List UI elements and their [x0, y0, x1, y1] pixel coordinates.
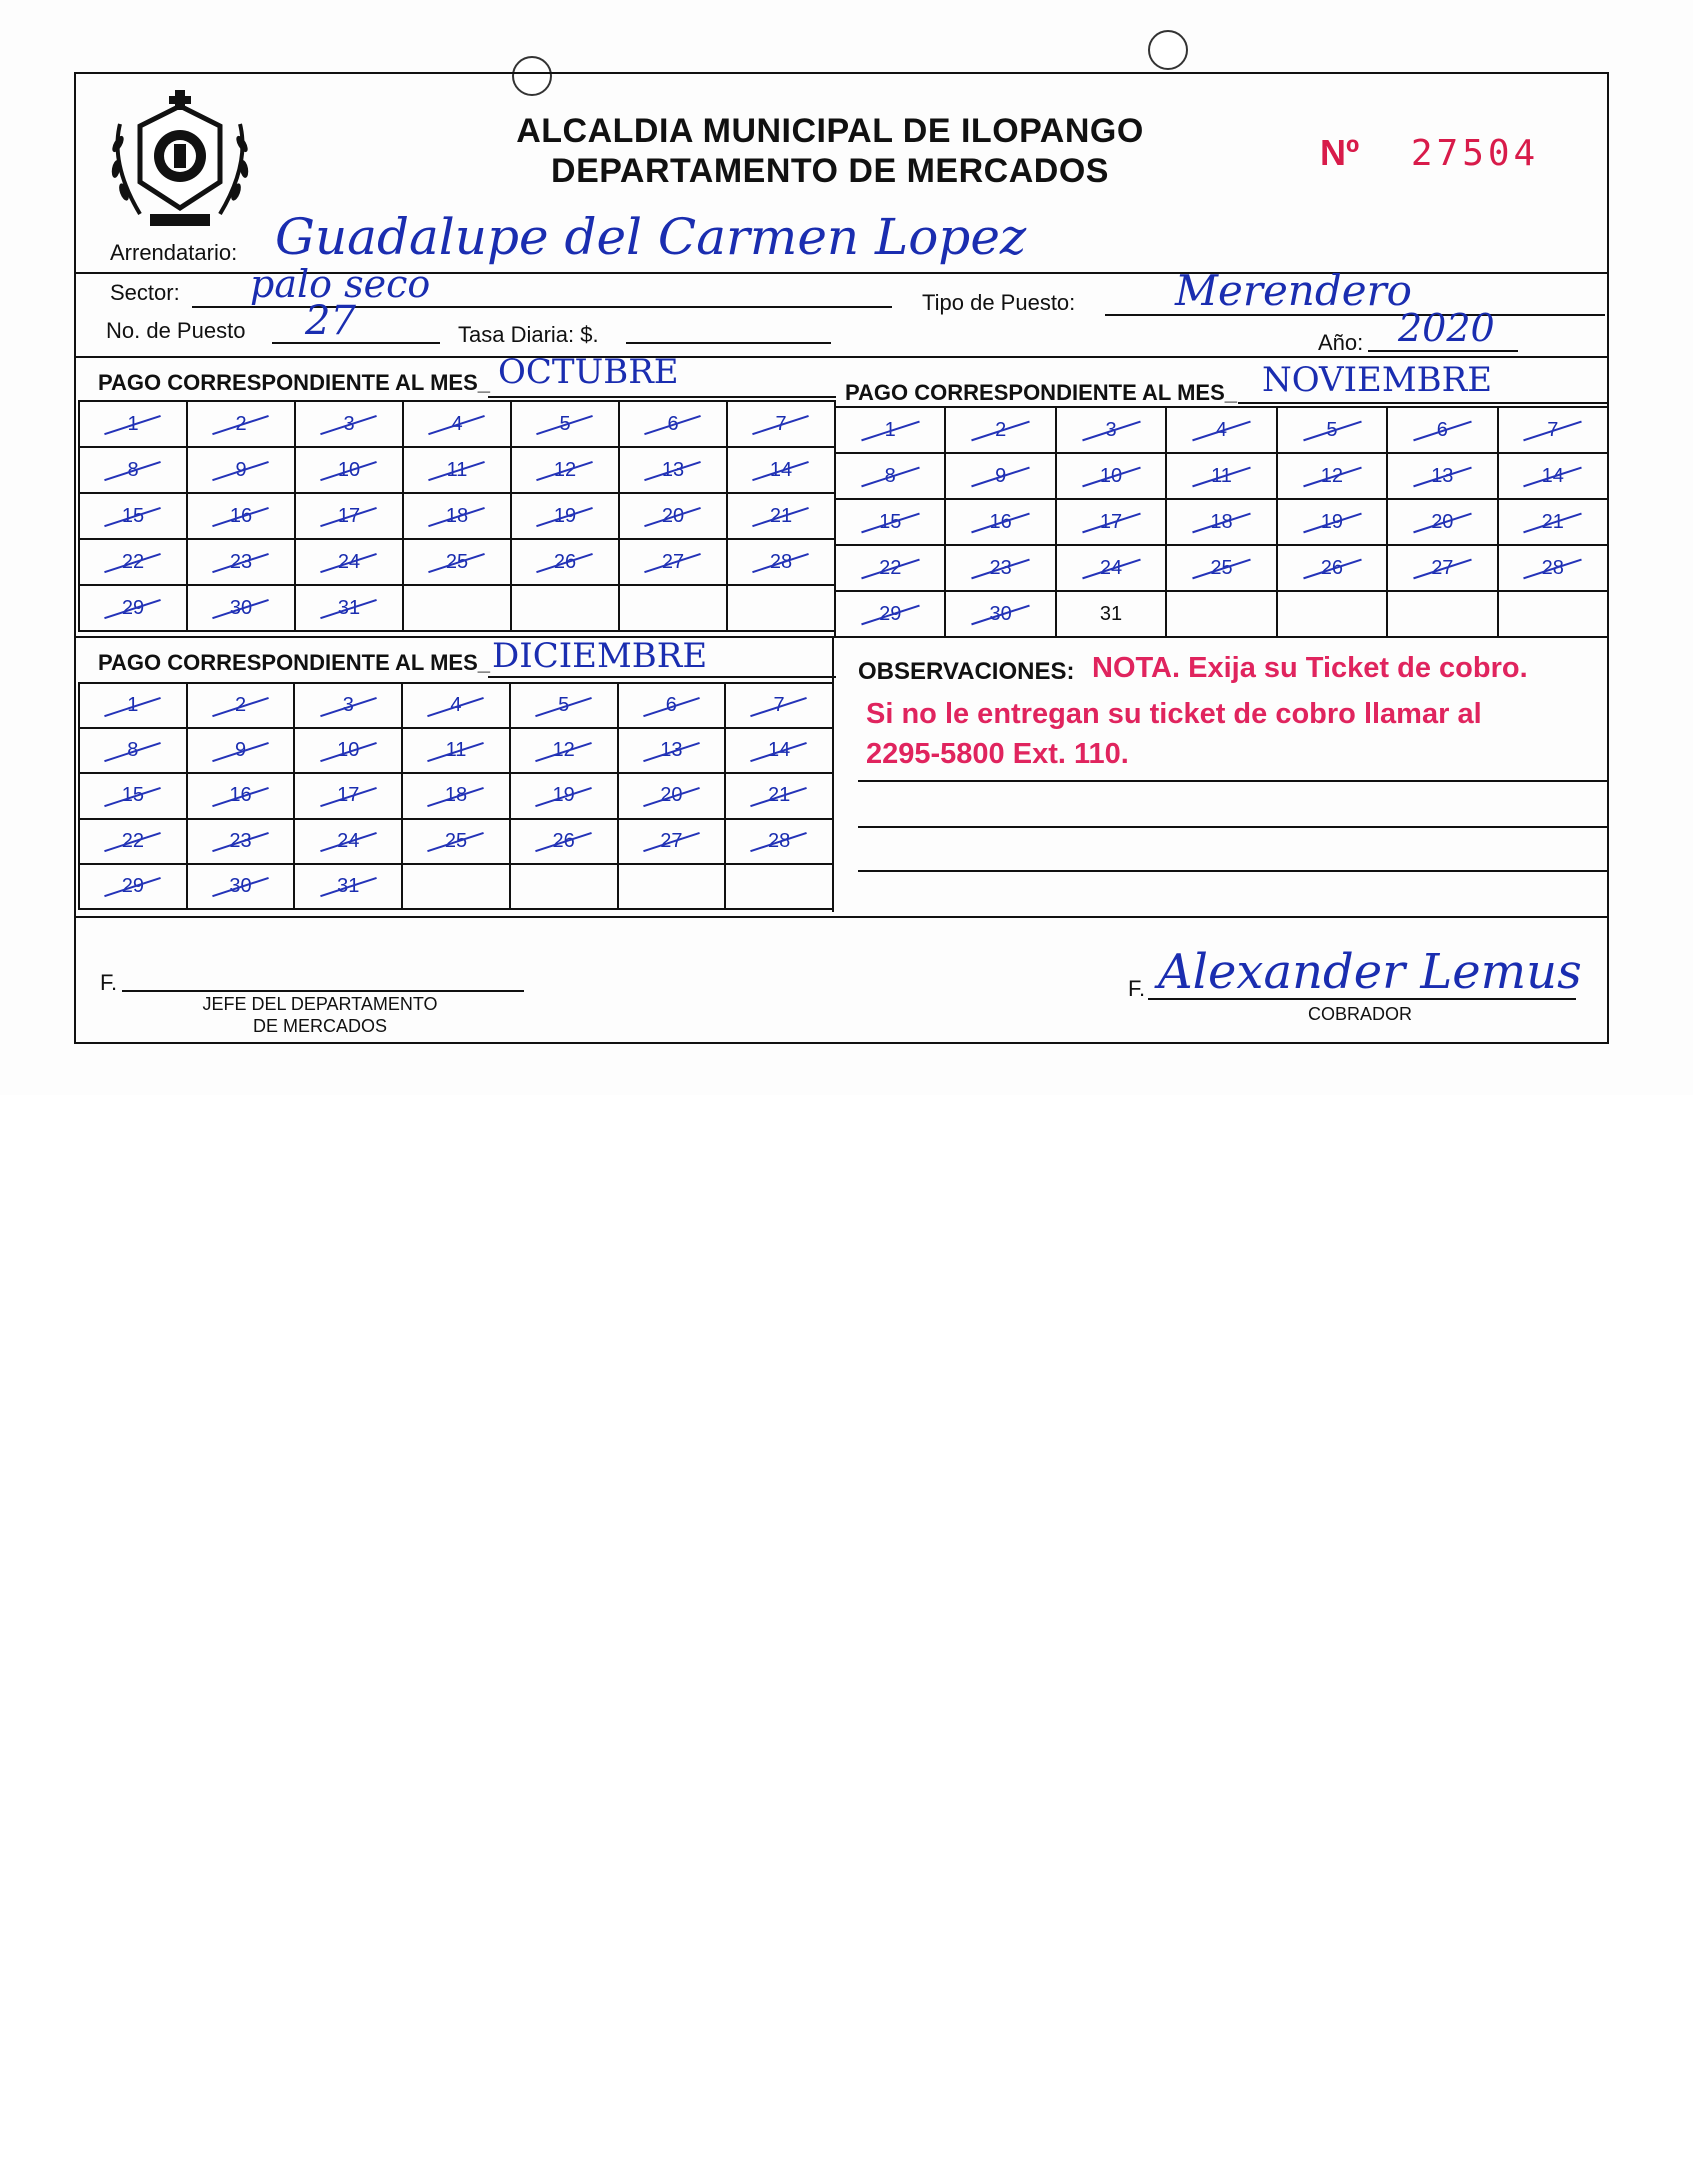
- day-number: 24: [1099, 556, 1123, 579]
- day-number: 30: [229, 874, 252, 897]
- note-line-1: NOTA. Exija su Ticket de cobro.: [1092, 652, 1528, 684]
- day-cell-diciembre-23[interactable]: [187, 819, 295, 864]
- calendar-row: [79, 401, 835, 447]
- day-cell-noviembre-27[interactable]: [1387, 545, 1497, 591]
- calendar-row: [79, 728, 833, 773]
- sector-line: [192, 306, 892, 308]
- day-cell-octubre-25[interactable]: [403, 539, 511, 585]
- sig-left-role-2: DE MERCADOS: [252, 1016, 387, 1036]
- day-cell-noviembre-4[interactable]: [1166, 407, 1276, 453]
- day-cell-noviembre-3[interactable]: [1056, 407, 1166, 453]
- obs-rule-1: [858, 780, 1608, 782]
- day-number: 26: [1320, 556, 1344, 579]
- day-number: 13: [661, 458, 685, 481]
- day-cell-noviembre-17[interactable]: [1056, 499, 1166, 545]
- note-line-2: Si no le entregan su ticket de cobro llamar al: [866, 698, 1482, 730]
- day-number: 29: [879, 602, 902, 625]
- serial-value: 27504: [1410, 133, 1540, 174]
- tipo-value[interactable]: Merendero: [1175, 266, 1412, 315]
- day-cell-noviembre-2[interactable]: [945, 407, 1055, 453]
- binder-hole-right: [1148, 30, 1188, 70]
- day-number: 15: [879, 510, 902, 533]
- day-number: 12: [553, 458, 577, 481]
- day-cell-diciembre-1[interactable]: [79, 683, 187, 728]
- day-number: 30: [989, 602, 1012, 625]
- day-number: 18: [1210, 510, 1233, 533]
- month-name-diciembre[interactable]: DICIEMBRE: [492, 636, 708, 676]
- day-number: 17: [1099, 510, 1123, 533]
- tasa-label: Tasa Diaria: $.: [458, 322, 599, 347]
- calendar-octubre: [78, 400, 836, 632]
- day-number: 29: [121, 596, 145, 619]
- day-number: 11: [445, 739, 467, 762]
- day-cell-diciembre-5[interactable]: [510, 683, 618, 728]
- day-number: 4: [450, 694, 462, 717]
- day-number: 5: [558, 694, 570, 717]
- day-number: 25: [1210, 556, 1233, 579]
- day-number: 23: [989, 556, 1012, 579]
- day-cell-diciembre-25[interactable]: [402, 819, 510, 864]
- day-cell-diciembre-27[interactable]: [618, 819, 726, 864]
- day-number: 10: [337, 739, 360, 762]
- calendar-row: [79, 447, 835, 493]
- day-number: 23: [229, 829, 252, 852]
- day-cell-noviembre-30[interactable]: [945, 591, 1055, 637]
- calendar-noviembre: [834, 406, 1609, 638]
- sig-right-line: [1148, 998, 1576, 1000]
- observaciones-label: OBSERVACIONES:: [858, 658, 1075, 685]
- day-number: 14: [769, 458, 793, 481]
- day-cell-noviembre-28[interactable]: [1498, 545, 1608, 591]
- day-number: 2: [234, 694, 247, 717]
- calendar-row: [835, 407, 1608, 453]
- calendar-row: [79, 683, 833, 728]
- day-number: 19: [553, 504, 577, 527]
- serial-number: [1320, 132, 1539, 174]
- day-number: 13: [660, 739, 683, 762]
- obs-divider: [832, 636, 834, 912]
- row-rule-3: [74, 636, 1609, 638]
- day-cell-diciembre-21[interactable]: [725, 773, 833, 818]
- title-municipality: ALCALDIA MUNICIPAL DE ILOPANGO: [516, 112, 1144, 150]
- day-cell-noviembre-20[interactable]: [1387, 499, 1497, 545]
- day-number: 11: [446, 458, 468, 481]
- day-number: 3: [343, 412, 355, 435]
- day-number: 6: [665, 694, 677, 717]
- calendar-row: [835, 545, 1608, 591]
- day-number: 11: [1211, 464, 1232, 487]
- day-number: 9: [235, 458, 247, 481]
- month-label-noviembre: PAGO CORRESPONDIENTE AL MES: [845, 380, 1225, 405]
- day-cell-octubre-10[interactable]: [295, 447, 403, 493]
- day-cell-diciembre-12[interactable]: [510, 728, 618, 773]
- calendar-row: [835, 453, 1608, 499]
- day-cell-octubre-3[interactable]: [295, 401, 403, 447]
- day-cell-octubre-12[interactable]: [511, 447, 619, 493]
- day-cell-diciembre-19[interactable]: [510, 773, 618, 818]
- day-number: 15: [121, 784, 144, 807]
- day-cell-diciembre-26[interactable]: [510, 819, 618, 864]
- day-cell-octubre-7[interactable]: [727, 401, 835, 447]
- day-number: 31: [337, 874, 360, 897]
- day-number: 14: [1541, 464, 1564, 487]
- calendar-diciembre: [78, 682, 834, 910]
- day-cell-diciembre-28[interactable]: [725, 819, 833, 864]
- day-number: 2: [995, 418, 1007, 441]
- day-cell-octubre-16[interactable]: [187, 493, 295, 539]
- sector-label: Sector:: [110, 280, 180, 305]
- day-number: 3: [342, 694, 354, 717]
- day-cell-noviembre-29[interactable]: [835, 591, 945, 637]
- day-cell-octubre-9[interactable]: [187, 447, 295, 493]
- row-rule-4: [74, 916, 1609, 918]
- day-cell-octubre-29[interactable]: [79, 585, 187, 631]
- day-cell-noviembre-19[interactable]: [1277, 499, 1387, 545]
- empty-day-cell: [403, 585, 511, 631]
- day-number: 28: [1541, 556, 1564, 579]
- day-cell-octubre-6[interactable]: [619, 401, 727, 447]
- day-cell-octubre-17[interactable]: [295, 493, 403, 539]
- obs-rule-3: [858, 870, 1608, 872]
- row-rule-2: [74, 356, 1609, 358]
- sig-right-prefix: F.: [1128, 976, 1146, 1001]
- day-cell-noviembre-7[interactable]: [1498, 407, 1608, 453]
- day-cell-diciembre-16[interactable]: [187, 773, 295, 818]
- day-cell-noviembre-25[interactable]: [1166, 545, 1276, 591]
- day-cell-octubre-20[interactable]: [619, 493, 727, 539]
- day-number: 31: [337, 596, 361, 619]
- day-cell-diciembre-7[interactable]: [725, 683, 833, 728]
- sig-left-role-1: JEFE DEL DEPARTAMENTO: [202, 994, 438, 1014]
- day-number: 30: [229, 596, 253, 619]
- day-cell-diciembre-24[interactable]: [294, 819, 402, 864]
- day-cell-diciembre-13[interactable]: [618, 728, 726, 773]
- day-cell-noviembre-15[interactable]: [835, 499, 945, 545]
- sig-right-role: COBRADOR: [1307, 1004, 1412, 1024]
- day-number: 6: [667, 412, 679, 435]
- day-number: 1: [127, 694, 139, 717]
- sig-right-signature[interactable]: Alexander Lemus: [1158, 944, 1582, 1000]
- day-cell-noviembre-23[interactable]: [945, 545, 1055, 591]
- day-number: 27: [1431, 556, 1454, 579]
- day-number: 15: [121, 504, 145, 527]
- day-cell-diciembre-3[interactable]: [294, 683, 402, 728]
- day-number: 10: [337, 458, 361, 481]
- day-cell-octubre-14[interactable]: [727, 447, 835, 493]
- puesto-value[interactable]: 27: [305, 298, 356, 344]
- day-number: 7: [1547, 418, 1559, 441]
- calendar-row: [835, 499, 1608, 545]
- day-number: 27: [660, 829, 683, 852]
- day-cell-noviembre-24[interactable]: [1056, 545, 1166, 591]
- empty-day-cell: [511, 585, 619, 631]
- day-number: 2: [235, 412, 247, 435]
- arrendatario-value[interactable]: Guadalupe del Carmen Lopez: [275, 208, 1027, 266]
- day-number: 26: [552, 829, 575, 852]
- day-number: 6: [1436, 418, 1448, 441]
- day-number: 8: [884, 464, 896, 487]
- day-cell-diciembre-4[interactable]: [402, 683, 510, 728]
- day-cell-noviembre-11[interactable]: [1166, 453, 1276, 499]
- empty-day-cell: [1277, 591, 1387, 637]
- day-cell-octubre-30[interactable]: [187, 585, 295, 631]
- day-cell-noviembre-6[interactable]: [1387, 407, 1497, 453]
- day-number: 4: [1215, 418, 1228, 441]
- day-cell-octubre-28[interactable]: [727, 539, 835, 585]
- day-cell-noviembre-14[interactable]: [1498, 453, 1608, 499]
- day-number: 5: [1326, 418, 1338, 441]
- day-number: 29: [121, 874, 144, 897]
- day-number: 18: [444, 784, 468, 807]
- tasa-line: [626, 342, 831, 344]
- calendar-row: [835, 591, 1608, 637]
- day-cell-noviembre-8[interactable]: [835, 453, 945, 499]
- day-number: 25: [445, 550, 469, 573]
- day-number: 3: [1105, 418, 1117, 441]
- calendar-row: [79, 773, 833, 818]
- day-number: 21: [1541, 510, 1564, 533]
- day-number: 24: [337, 550, 361, 573]
- day-cell-octubre-18[interactable]: [403, 493, 511, 539]
- anio-label: Año:: [1318, 330, 1364, 355]
- day-number: 17: [337, 504, 361, 527]
- day-cell-noviembre-22[interactable]: [835, 545, 945, 591]
- day-number: 5: [559, 412, 571, 435]
- day-number: 10: [1099, 464, 1123, 487]
- day-number: 28: [767, 829, 791, 852]
- empty-day-cell: [618, 864, 726, 909]
- day-cell-noviembre-9[interactable]: [945, 453, 1055, 499]
- day-cell-diciembre-9[interactable]: [187, 728, 295, 773]
- municipal-seal-icon: [100, 84, 260, 234]
- day-cell-octubre-2[interactable]: [187, 401, 295, 447]
- day-cell-octubre-24[interactable]: [295, 539, 403, 585]
- day-cell-octubre-31[interactable]: [295, 585, 403, 631]
- month-name-noviembre[interactable]: NOVIEMBRE: [1262, 360, 1493, 400]
- day-cell-noviembre-21[interactable]: [1498, 499, 1608, 545]
- day-number: 20: [1431, 510, 1454, 533]
- month-label-octubre: PAGO CORRESPONDIENTE AL MES: [98, 370, 478, 395]
- empty-day-cell: [1166, 591, 1276, 637]
- day-number: 9: [995, 464, 1007, 487]
- empty-day-cell: [402, 864, 510, 909]
- month-name-octubre[interactable]: OCTUBRE: [498, 352, 679, 392]
- day-cell-diciembre-29[interactable]: [79, 864, 187, 909]
- day-number: 16: [229, 784, 252, 807]
- day-cell-diciembre-17[interactable]: [294, 773, 402, 818]
- day-number: 21: [767, 784, 791, 807]
- day-number: 20: [660, 784, 683, 807]
- day-cell-noviembre-16[interactable]: [945, 499, 1055, 545]
- day-cell-octubre-13[interactable]: [619, 447, 727, 493]
- day-cell-diciembre-11[interactable]: [402, 728, 510, 773]
- anio-value[interactable]: 2020: [1398, 306, 1495, 350]
- day-cell-diciembre-30[interactable]: [187, 864, 295, 909]
- day-number: 23: [229, 550, 253, 573]
- day-number: 1: [884, 418, 896, 441]
- day-cell-diciembre-31[interactable]: [294, 864, 402, 909]
- day-number: 7: [775, 412, 787, 435]
- day-cell-noviembre-26[interactable]: [1277, 545, 1387, 591]
- day-number: 1: [127, 412, 139, 435]
- day-number: 9: [234, 739, 247, 762]
- day-cell-noviembre-10[interactable]: [1056, 453, 1166, 499]
- month-label-diciembre: PAGO CORRESPONDIENTE AL MES: [98, 650, 478, 675]
- day-number: 27: [661, 550, 685, 573]
- day-cell-diciembre-8[interactable]: [79, 728, 187, 773]
- day-number: 24: [337, 829, 360, 852]
- day-cell-octubre-4[interactable]: [403, 401, 511, 447]
- month-line-diciembre: [488, 676, 836, 678]
- puesto-label: No. de Puesto: [106, 318, 246, 343]
- day-cell-octubre-19[interactable]: [511, 493, 619, 539]
- day-number: 18: [445, 504, 469, 527]
- tipo-label: Tipo de Puesto:: [922, 290, 1076, 315]
- day-number: 8: [127, 458, 139, 481]
- day-number: 20: [661, 504, 685, 527]
- day-number: 17: [337, 784, 360, 807]
- serial-label: Nº: [1320, 132, 1360, 173]
- month-line-noviembre: [1238, 402, 1608, 404]
- empty-day-cell: [619, 585, 727, 631]
- day-cell-diciembre-20[interactable]: [618, 773, 726, 818]
- puesto-line: [272, 342, 440, 344]
- calendar-row: [79, 539, 835, 585]
- day-cell-noviembre-31[interactable]: [1056, 591, 1166, 637]
- day-number: 16: [989, 510, 1012, 533]
- day-cell-octubre-1[interactable]: [79, 401, 187, 447]
- sig-left-prefix: F.: [100, 970, 118, 995]
- day-cell-noviembre-13[interactable]: [1387, 453, 1497, 499]
- day-cell-diciembre-14[interactable]: [725, 728, 833, 773]
- empty-day-cell: [510, 864, 618, 909]
- day-number: 19: [1320, 510, 1344, 533]
- day-number: 12: [552, 739, 575, 762]
- day-cell-noviembre-1[interactable]: [835, 407, 945, 453]
- obs-rule-2: [858, 826, 1608, 828]
- empty-day-cell: [725, 864, 833, 909]
- day-cell-octubre-8[interactable]: [79, 447, 187, 493]
- day-number: 22: [879, 556, 902, 579]
- day-cell-octubre-15[interactable]: [79, 493, 187, 539]
- day-number: 28: [769, 550, 793, 573]
- day-cell-octubre-26[interactable]: [511, 539, 619, 585]
- calendar-row: [79, 585, 835, 631]
- day-cell-octubre-5[interactable]: [511, 401, 619, 447]
- day-cell-noviembre-18[interactable]: [1166, 499, 1276, 545]
- day-cell-octubre-22[interactable]: [79, 539, 187, 585]
- calendar-row: [79, 493, 835, 539]
- day-cell-octubre-27[interactable]: [619, 539, 727, 585]
- month-header-octubre: PAGO CORRESPONDIENTE AL MES_: [98, 370, 490, 395]
- day-number: 22: [121, 829, 144, 852]
- month-header-diciembre: PAGO CORRESPONDIENTE AL MES_: [98, 650, 490, 675]
- day-number: 13: [1431, 464, 1454, 487]
- day-cell-octubre-21[interactable]: [727, 493, 835, 539]
- empty-day-cell: [1498, 591, 1608, 637]
- day-number: 12: [1320, 464, 1344, 487]
- month-line-octubre: [488, 396, 836, 398]
- day-cell-octubre-23[interactable]: [187, 539, 295, 585]
- day-cell-noviembre-5[interactable]: [1277, 407, 1387, 453]
- note-line-3: 2295-5800 Ext. 110.: [866, 738, 1129, 770]
- day-number: 7: [773, 694, 785, 717]
- day-cell-diciembre-2[interactable]: [187, 683, 295, 728]
- day-cell-diciembre-10[interactable]: [294, 728, 402, 773]
- arrendatario-label: Arrendatario:: [110, 240, 238, 265]
- sig-left-line: [122, 990, 524, 992]
- day-cell-diciembre-18[interactable]: [402, 773, 510, 818]
- day-cell-diciembre-22[interactable]: [79, 819, 187, 864]
- day-number: 31: [1099, 602, 1123, 625]
- day-number: 26: [553, 550, 577, 573]
- day-number: 21: [769, 504, 793, 527]
- empty-day-cell: [1387, 591, 1497, 637]
- day-number: 14: [767, 739, 791, 762]
- calendar-row: [79, 864, 833, 909]
- day-number: 8: [127, 739, 139, 762]
- sector-value[interactable]: palo seco: [250, 262, 431, 306]
- empty-day-cell: [727, 585, 835, 631]
- day-number: 4: [451, 412, 463, 435]
- month-header-noviembre: PAGO CORRESPONDIENTE AL MES_: [845, 380, 1237, 405]
- day-number: 25: [444, 829, 468, 852]
- title-department: DEPARTAMENTO DE MERCADOS: [551, 152, 1109, 190]
- day-cell-noviembre-12[interactable]: [1277, 453, 1387, 499]
- day-number: 19: [552, 784, 575, 807]
- day-cell-diciembre-6[interactable]: [618, 683, 726, 728]
- day-number: 22: [121, 550, 145, 573]
- anio-line: [1368, 350, 1518, 352]
- day-number: 16: [229, 504, 253, 527]
- day-cell-octubre-11[interactable]: [403, 447, 511, 493]
- calendar-row: [79, 819, 833, 864]
- day-cell-diciembre-15[interactable]: [79, 773, 187, 818]
